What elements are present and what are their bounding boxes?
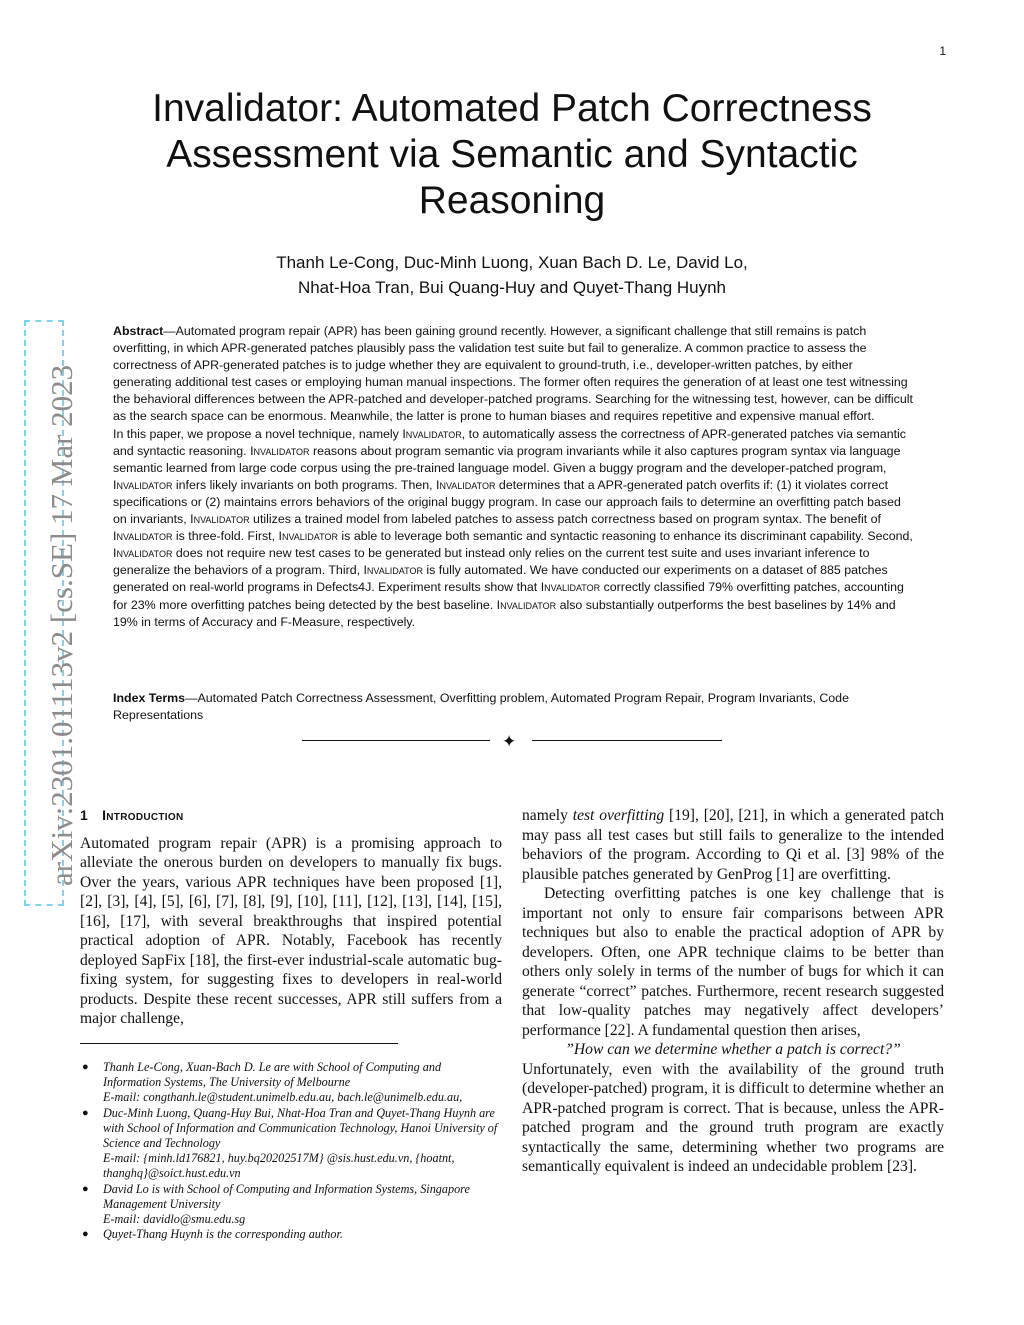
body-text: namely xyxy=(522,807,573,824)
abstract-text: is able to leverage both semantic and syntactic reasoning to enhance its discriminant capability. Second, xyxy=(337,529,913,544)
tool-name: Invalidator xyxy=(190,512,250,527)
tool-name: Invalidator xyxy=(113,477,173,492)
footnote-text: Thanh Le-Cong, Xuan-Bach D. Le are with School of Computing and Information Systems, The University of Melbourne E-mail: congthanh.le@student.unimelb.edu.au, bach.le@unimelb.edu.au, xyxy=(103,1060,463,1105)
footnote xyxy=(80,1227,502,1242)
abstract-label: Abstract xyxy=(113,324,164,338)
section-number: 1 xyxy=(80,807,89,823)
abstract-text: correctly classified 79% overfitting patches, accounting for 23% more overfitting patches being detected by the best baseline. xyxy=(113,580,904,612)
body-paragraph xyxy=(522,806,944,884)
bullet-icon: ● xyxy=(82,1106,89,1119)
tool-name: Invalidator xyxy=(113,546,173,561)
footnote-text: Quyet-Thang Huynh is the corresponding author. xyxy=(103,1227,343,1242)
abstract-text: also substantially outperforms the best baselines by 14% and 19% in terms of Accuracy and F-Measure, respectively. xyxy=(113,597,896,629)
arxiv-stamp xyxy=(24,320,79,906)
index-terms xyxy=(113,690,913,724)
abstract-text: is three-fold. First, xyxy=(172,529,279,544)
footnote-rule xyxy=(80,1043,398,1044)
tool-name: Invalidator xyxy=(278,529,338,544)
bullet-icon: ● xyxy=(82,1182,89,1195)
separator-line xyxy=(302,740,490,741)
abstract-paragraph xyxy=(113,426,913,631)
section-heading xyxy=(80,806,502,826)
page-number: 1 xyxy=(939,44,946,58)
arxiv-id[interactable]: arXiv:2301.01113v2 [cs.SE] 17 Mar 2023 xyxy=(44,364,79,886)
left-column xyxy=(80,806,502,1029)
paper-title: Invalidator: Automated Patch Correctness Assessment via Semantic and Syntactic Reasoning xyxy=(152,87,872,222)
abstract-text: is fully automated. We have conducted our experiments on a dataset of 885 patches generated on real-world programs in Defects4J. Experiment results show that xyxy=(113,563,888,595)
tool-name: Invalidator xyxy=(402,426,462,441)
emphasis-term: test overfitting xyxy=(572,807,665,824)
abstract-text: does not require new test cases to be generated but instead only relies on the current test suite and uses invariant inference to generalize the behaviors of a program. Third, xyxy=(113,546,870,578)
tool-name: Invalidator xyxy=(363,563,423,578)
tool-name: Invalidator xyxy=(113,529,173,544)
index-terms-text: —Automated Patch Correctness Assessment, Overfitting problem, Automated Program Repair, Program Invariants, Code Representations xyxy=(113,691,849,723)
author-line: Nhat-Hoa Tran, Bui Quang-Huy and Quyet-Thang Huynh xyxy=(297,278,727,297)
footnotes xyxy=(80,1060,502,1242)
bullet-icon: ● xyxy=(82,1061,89,1073)
right-column xyxy=(522,806,944,1177)
separator-star-icon: ✦ xyxy=(502,732,517,751)
abstract-text: —Automated program repair (APR) has been gaining ground recently. However, a significant challenge that still remains is patch overfitting, in which APR-generated patches plausibly pass the validation test suite but fail to generalize. A common practice to assess the correctness of APR-generated patches is to judge whether they are equivalent to ground-truth, i.e., developer-written patches, by either generating additional test cases or employing human manual inspections. The former often requires the generation of at least one test witnessing the behavioral differences between the APR-patched and developer-patched programs. Searching for the witnessing test, however, can be difficult as the search space can be enormous. Meanwhile, the latter is prone to human biases and requires repetitive and expensive manual effort. xyxy=(113,324,913,424)
section-title: Introduction xyxy=(102,807,184,823)
abstract-text: determines that a APR-generated patch overfits if: (1) it violates correct specifications or (2) maintains errors behaviors of the original buggy program. In case our approach fails to determine an overfitting patch based on invariants, xyxy=(113,477,901,527)
body-text: [19], [20], [21], in which a generated patch may pass all test cases but still fails to generalize to the intended behaviors of the program. According to Qi et al. [3] 98% of the plausible patches generated by GenProg [1] are overfitting. xyxy=(522,807,944,883)
index-terms-label: Index Terms xyxy=(113,691,186,705)
abstract-text: , to automatically assess the correctness of APR-generated patches via semantic and syntactic reasoning. xyxy=(113,426,906,458)
body-paragraph: Automated program repair (APR) is a promising approach to alleviate the onerous burden on developers to manually fix bugs. Over the years, various APR techniques have been proposed [1], [2], [3], [4], [5], [6], [7], [8], [9], [10], [11], [12], [13], [14], [15], [16], [17], with several breakthroughs that inspired potential practical adoption of APR. Notably, Facebook has recently deployed SapFix [18], the first-ever industrial-scale automatic bug-fixing system, for suggesting fixes to developers in real-world products. Despite these recent successes, APR still suffers from a major challenge, xyxy=(80,834,502,1027)
tool-name: Invalidator xyxy=(436,477,496,492)
body-paragraph: Unfortunately, even with the availability of the ground truth (developer-patched) program, it is difficult to determine whether an APR-patched program is correct. That is because, unless the APR-patched program and the ground truth program are exactly syntactically the same, determining whether two programs are semantically equivalent is indeed an undecidable problem [23]. xyxy=(522,1060,944,1175)
abstract-text: utilizes a trained model from labeled patches to assess patch correctness based on program syntax. The benefit of xyxy=(249,512,881,527)
author-line: Thanh Le-Cong, Duc-Minh Luong, Xuan Bach D. Le, David Lo, xyxy=(276,253,748,272)
separator-line xyxy=(532,740,722,741)
tool-name: Invalidator xyxy=(250,443,310,458)
footnote xyxy=(80,1106,502,1182)
footnote-text: David Lo is with School of Computing and Information Systems, Singapore Management University E-mail: davidlo@smu.edu.sg xyxy=(103,1181,470,1227)
abstract-paragraph xyxy=(113,323,913,426)
footnote xyxy=(80,1182,502,1228)
tool-name: Invalidator xyxy=(540,580,601,595)
section-separator xyxy=(302,732,722,751)
bullet-icon: ● xyxy=(82,1228,89,1241)
research-question: ”How can we determine whether a patch is correct?” xyxy=(565,1041,901,1058)
tool-name: Invalidator xyxy=(496,597,557,612)
abstract-text: reasons about program semantic via program invariants while it also captures program syntax via language semantic learned from large code corpus using the pre-trained language model. Given a buggy program and the developer-patched program, xyxy=(113,443,901,475)
abstract xyxy=(113,323,913,631)
body-paragraph: Detecting overfitting patches is one key challenge that is important not only to ensure fair comparisons between APR techniques but also to enable the practical adoption of APR by developers. Often, one APR technique claims to be better than others only solely in terms of the number of bugs for which it can generate “correct” patches. Furthermore, recent research suggested that low-quality patches may negatively affect developers’ performance [22]. A fundamental question then arises, xyxy=(522,885,944,1039)
abstract-text: infers likely invariants on both programs. Then, xyxy=(172,477,437,492)
abstract-text: In this paper, we propose a novel technique, namely xyxy=(113,426,403,441)
footnote-text: Duc-Minh Luong, Quang-Huy Bui, Nhat-Hoa Tran and Quyet-Thang Huynh are with School of Information and Communication Technology, Hanoi University of Science and Technology E-mail: {minh.ld176821, huy.bq20202517M} @sis.hust.edu.vn, {hoatnt, thanghq}@soict.hust.edu.vn xyxy=(103,1105,498,1181)
author-list xyxy=(150,250,874,300)
footnote xyxy=(80,1060,502,1106)
